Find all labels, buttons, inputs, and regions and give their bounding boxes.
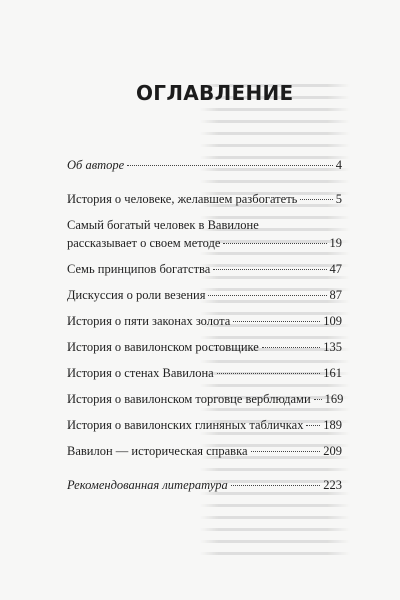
toc-page-number: 47 xyxy=(329,262,342,276)
toc-entry xyxy=(67,262,342,288)
toc-page-number: 169 xyxy=(324,392,344,406)
dot-leader xyxy=(127,165,333,166)
toc-page-number: 209 xyxy=(323,444,342,458)
toc-entry xyxy=(67,314,342,340)
toc-entry-about-author xyxy=(67,158,342,184)
dot-leader xyxy=(231,485,321,486)
toc-entry-label: Семь принципов богатства xyxy=(67,262,211,276)
toc-page-number: 223 xyxy=(323,478,342,492)
toc-entry xyxy=(67,366,342,392)
toc-entry-label: Об авторе xyxy=(67,158,125,172)
toc-page-number: 5 xyxy=(335,192,342,206)
dot-leader xyxy=(208,295,326,296)
toc-entry-label: Дискуссия о роли везения xyxy=(67,288,206,302)
toc-page-number: 109 xyxy=(323,314,342,328)
toc-entry-label-line-2: рассказывает о своем методе xyxy=(67,236,221,250)
toc-entry xyxy=(67,444,342,470)
dot-leader xyxy=(233,321,320,322)
toc-entry xyxy=(67,218,342,262)
dot-leader xyxy=(262,347,320,348)
spacer xyxy=(67,470,342,478)
toc-entry-label: История о вавилонском ростовщике xyxy=(67,340,259,354)
page-title: ОГЛАВЛЕНИЕ xyxy=(136,81,294,105)
toc-entry-label: История о вавилонском торговце верблюдами xyxy=(67,392,311,406)
toc-page-number: 19 xyxy=(329,236,342,250)
toc-entry xyxy=(67,288,342,314)
toc-entry-label: История о человеке, желавшем разбогатеть xyxy=(67,192,298,206)
spacer xyxy=(67,184,342,192)
table-of-contents xyxy=(67,158,342,504)
dot-leader xyxy=(213,269,326,270)
dot-leader xyxy=(217,373,321,374)
toc-page-number: 161 xyxy=(323,366,342,380)
dot-leader xyxy=(306,425,320,426)
dot-leader xyxy=(314,399,322,400)
dot-leader xyxy=(300,199,332,200)
dot-leader xyxy=(223,243,326,244)
toc-page-number: 189 xyxy=(323,418,342,432)
toc-page-number: 135 xyxy=(323,340,342,354)
toc-page-number: 4 xyxy=(335,158,342,172)
toc-entry-label-line-1: Самый богатый человек в Вавилоне xyxy=(67,218,259,232)
toc-entry-label: Вавилон — историческая справка xyxy=(67,444,248,458)
toc-page-number: 87 xyxy=(329,288,342,302)
toc-entry-label: История о вавилонских глиняных табличках xyxy=(67,418,304,432)
toc-entry xyxy=(67,418,342,444)
dot-leader xyxy=(251,451,321,452)
toc-entry-recommended-reading xyxy=(67,478,342,504)
toc-entry-label: Рекомендованная литература xyxy=(67,478,228,492)
toc-entry xyxy=(67,392,342,418)
toc-entry-label: История о пяти законах золота xyxy=(67,314,231,328)
toc-entry xyxy=(67,192,342,218)
toc-entry xyxy=(67,340,342,366)
toc-entry-label: История о стенах Вавилона xyxy=(67,366,214,380)
